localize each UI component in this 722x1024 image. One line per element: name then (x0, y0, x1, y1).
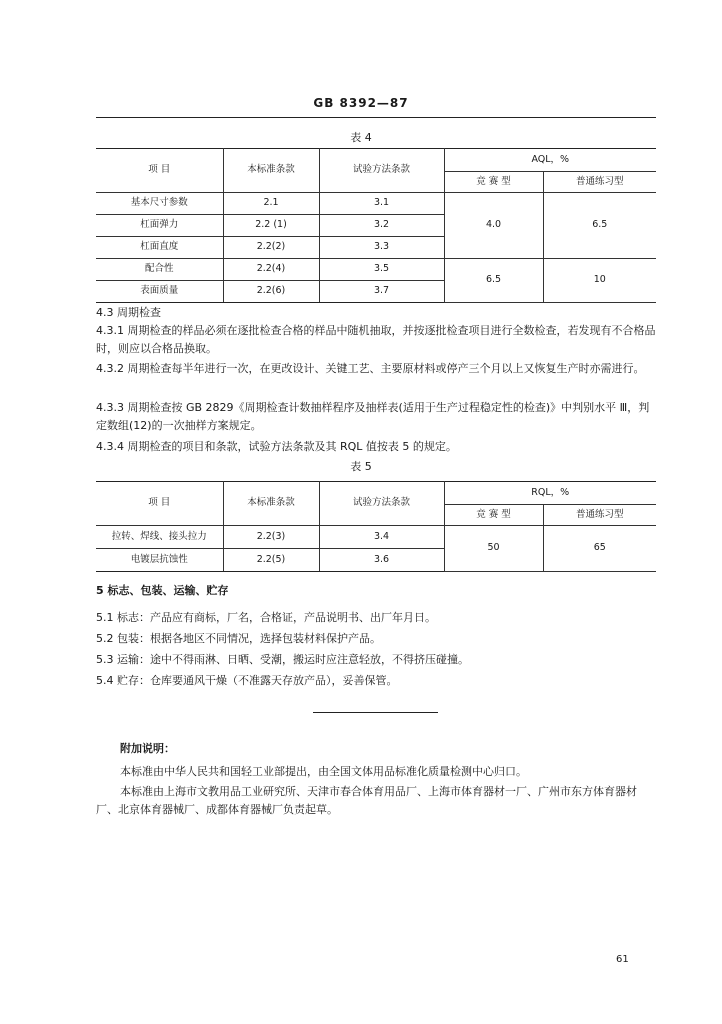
table4-cell-item: 杠面弹力 (96, 215, 223, 237)
table5-header-method: 试验方法条款 (319, 482, 444, 526)
table4-cell-std: 2.2 (1) (223, 215, 319, 237)
table4-header-aql: AQL，% (444, 149, 656, 172)
table4-cell-std: 2.2(6) (223, 281, 319, 303)
table4-cell-aql-train-1: 6.5 (543, 193, 656, 259)
table5-header-rql: RQL，% (444, 482, 656, 505)
table4-cell-method: 3.1 (319, 193, 444, 215)
table5-cell-item: 拉转、焊线、接头拉力 (96, 526, 223, 549)
table-5 (96, 481, 656, 572)
table4-cell-item: 配合性 (96, 259, 223, 281)
table5-cell-rql-comp: 50 (444, 526, 543, 572)
paragraph-4-3-2: 4.3.2 周期检查每半年进行一次，在更改设计、关键工艺、主要原材料或停产三个月以上又恢复生产时亦需进行。 (96, 362, 645, 375)
table4-cell-aql-comp-2: 6.5 (444, 259, 543, 303)
table-4-grid (96, 148, 656, 303)
paragraph-5-1: 5.1 标志：产品应有商标，厂名，合格证，产品说明书、出厂年月日。 (96, 611, 436, 624)
section-5-title: 5 标志、包装、运输、贮存 (96, 584, 229, 597)
table4-cell-std: 2.2(4) (223, 259, 319, 281)
table5-caption: 表 5 (350, 460, 372, 473)
paragraph-4-3-3: 4.3.3 周期检查按 GB 2829《周期检查计数抽样程序及抽样表(适用于生产过程稳定性的检查)》中判别水平 Ⅲ，判定数组(12)的一次抽样方案规定。 (96, 401, 650, 432)
table5-cell-std: 2.2(3) (223, 526, 319, 549)
table4-caption: 表 4 (350, 131, 372, 144)
paragraph-5-2: 5.2 包装：根据各地区不同情况，选择包装材料保护产品。 (96, 632, 381, 645)
table4-cell-std: 2.1 (223, 193, 319, 215)
table5-header-train: 普通练习型 (543, 505, 656, 526)
separator-line (313, 712, 438, 713)
paragraph-5-3: 5.3 运输：途中不得雨淋、日晒、受潮，搬运时应注意轻放，不得挤压碰撞。 (96, 653, 469, 666)
header-rule (96, 117, 656, 118)
table5-header-comp: 竞 赛 型 (444, 505, 543, 526)
section-4-3-title: 4.3 周期检查 (96, 306, 161, 319)
table4-cell-item: 杠面直度 (96, 237, 223, 259)
table5-cell-rql-train: 65 (543, 526, 656, 572)
table5-cell-method: 3.6 (319, 549, 444, 572)
table4-cell-item: 表面质量 (96, 281, 223, 303)
table4-cell-method: 3.2 (319, 215, 444, 237)
table4-cell-method: 3.7 (319, 281, 444, 303)
table4-header-item: 项 目 (96, 149, 223, 193)
table4-cell-method: 3.5 (319, 259, 444, 281)
table5-cell-method: 3.4 (319, 526, 444, 549)
table5-header-item: 项 目 (96, 482, 223, 526)
table5-cell-item: 电镀层抗蚀性 (96, 549, 223, 572)
table4-cell-method: 3.3 (319, 237, 444, 259)
table4-header-comp: 竞 赛 型 (444, 172, 543, 193)
paragraph-4-3-1: 4.3.1 周期检查的样品必须在逐批检查合格的样品中随机抽取，并按逐批检查项目进行全数检查，若发现有不合格品时，则应以合格品换取。 (96, 324, 656, 355)
standard-code: GB 8392—87 (313, 96, 409, 110)
notes-paragraph-2: 本标准由上海市文教用品工业研究所、天津市春合体育用品厂、上海市体育器材一厂、广州市东方体育器材厂、北京体育器械厂、成都体育器械厂负责起草。 (96, 785, 637, 816)
paragraph-5-4: 5.4 贮存：仓库要通风干燥（不准露天存放产品），妥善保管。 (96, 674, 398, 687)
page-number: 61 (616, 954, 629, 965)
table5-cell-std: 2.2(5) (223, 549, 319, 572)
table4-cell-std: 2.2(2) (223, 237, 319, 259)
table4-cell-item: 基本尺寸参数 (96, 193, 223, 215)
notes-title: 附加说明： (120, 742, 175, 755)
table4-header-std: 本标准条款 (223, 149, 319, 193)
table4-header-train: 普通练习型 (543, 172, 656, 193)
table4-cell-aql-comp-1: 4.0 (444, 193, 543, 259)
paragraph-4-3-4: 4.3.4 周期检查的项目和条款，试验方法条款及其 RQL 值按表 5 的规定。 (96, 440, 457, 453)
table4-header-method: 试验方法条款 (319, 149, 444, 193)
notes-paragraph-1: 本标准由中华人民共和国轻工业部提出，由全国文体用品标准化质量检测中心归口。 (120, 765, 527, 778)
table5-header-std: 本标准条款 (223, 482, 319, 526)
table4-cell-aql-train-2: 10 (543, 259, 656, 303)
